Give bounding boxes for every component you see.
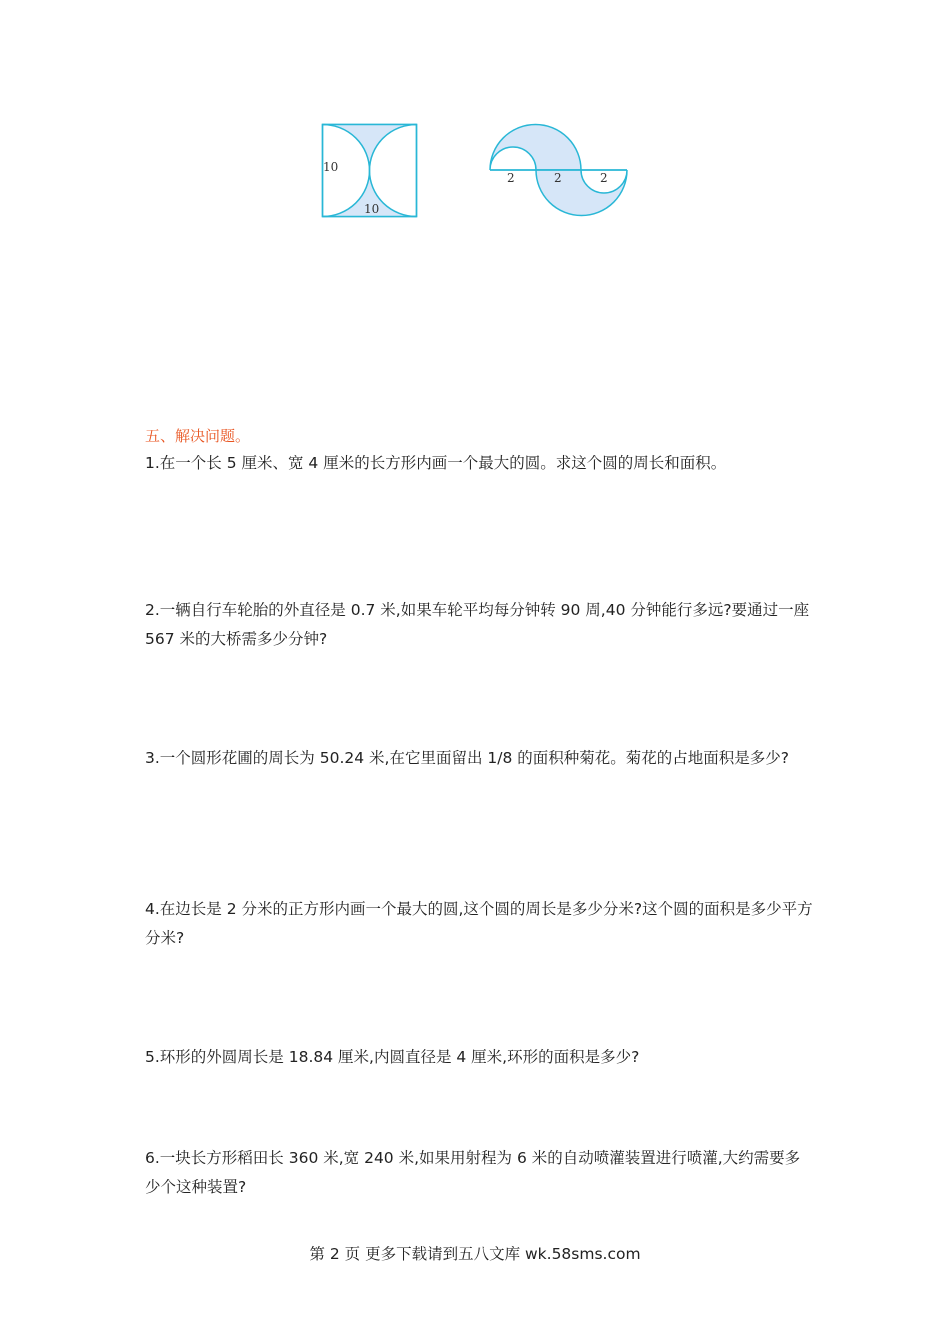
- right-label-2: 2: [554, 171, 562, 185]
- question-4: 4.在边长是 2 分米的正方形内画一个最大的圆,这个圆的周长是多少分米?这个圆的面积是多少平方分米?: [145, 900, 813, 947]
- right-top-region: [490, 125, 581, 171]
- geometry-figures: [318, 120, 638, 220]
- question-1: 1.在一个长 5 厘米、宽 4 厘米的长方形内画一个最大的圆。求这个圆的周长和面积。: [145, 454, 727, 472]
- figures-svg: [318, 120, 638, 220]
- page-footer: 第 2 页 更多下载请到五八文库 wk.58sms.com: [309, 1245, 641, 1263]
- left-side-label: 10: [323, 160, 339, 174]
- question-5: 5.环形的外圆周长是 18.84 厘米,内圆直径是 4 厘米,环形的面积是多少?: [145, 1048, 640, 1066]
- right-label-1: 2: [507, 171, 515, 185]
- left-figure: [323, 125, 417, 217]
- right-label-3: 2: [600, 171, 608, 185]
- question-2: 2.一辆自行车轮胎的外直径是 0.7 米,如果车轮平均每分钟转 90 周,40 分钟能行多远?要通过一座 567 米的大桥需多少分钟?: [145, 601, 810, 648]
- left-bottom-label: 10: [364, 202, 380, 216]
- section-title: 五、解决问题。: [145, 427, 251, 445]
- question-6: 6.一块长方形稻田长 360 米,宽 240 米,如果用射程为 6 米的自动喷灌装置进行喷灌,大约需要多少个这种装置?: [145, 1149, 801, 1196]
- right-bottom-region: [536, 170, 627, 216]
- question-3: 3.一个圆形花圃的周长为 50.24 米,在它里面留出 1/8 的面积种菊花。菊花的占地面积是多少?: [145, 749, 789, 767]
- right-figure: [490, 125, 627, 216]
